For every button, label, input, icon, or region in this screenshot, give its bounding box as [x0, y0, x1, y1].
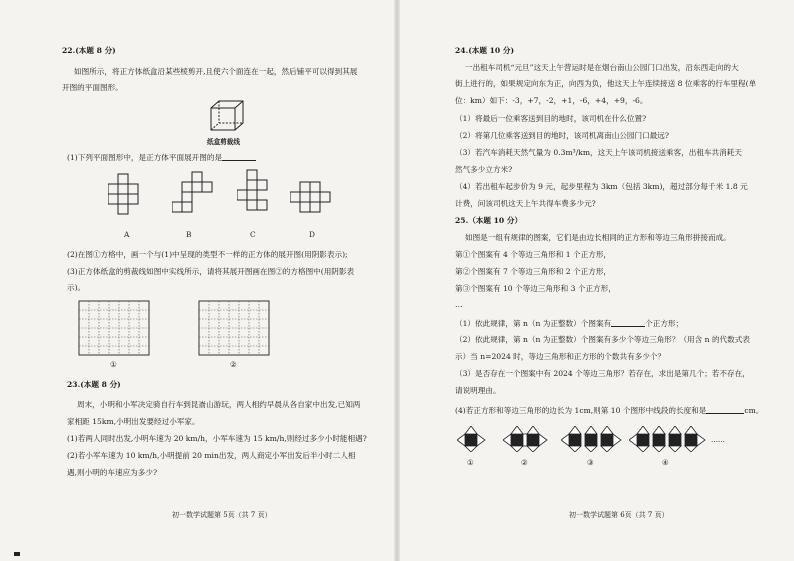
- q22-part3-line1: (3)正方体纸盒的剪裁线如图中实线所示，请将其展开图画在图②的方格图中(用阴影表: [67, 267, 355, 276]
- answer-blank[interactable]: [611, 318, 645, 327]
- answer-blank[interactable]: [222, 152, 256, 161]
- q24-q3-line1: （3）若汽车消耗天然气量为 0.3m³/km，这天上午该司机接送乘客，出租车共消耗天: [455, 148, 742, 157]
- q25-s3-line1: （3）是否存在一个图案中有 2024 个等边三角形？若存在，求出是第几个；若不存在，: [455, 369, 750, 378]
- net-d: [290, 180, 334, 216]
- pattern-3-label: ③: [587, 458, 594, 467]
- net-c: [237, 168, 279, 218]
- pattern-1-label: ①: [467, 458, 474, 467]
- grid-1[interactable]: [78, 300, 150, 356]
- q22-intro-line2: 开图的平面图形。: [62, 83, 123, 92]
- grid-2-label: ②: [230, 360, 237, 369]
- q25-s2-line1: （2）依此规律，第 n（n 为正整数）个图案有多少个等边三角形？（用含 n 的代数式表: [455, 335, 750, 344]
- pattern-2-label: ②: [521, 458, 528, 467]
- q25-pattern1: 第①个图案有 4 个等边三角形和 1 个正方形，: [455, 250, 612, 259]
- right-page-footer: 初一数学试题第 6页（共 7 页）: [569, 511, 669, 519]
- grid-1-label: ①: [110, 360, 117, 369]
- pattern-4: [629, 426, 709, 452]
- left-page-footer: 初一数学试题第 5页（共 7 页）: [172, 511, 272, 519]
- q22-part1-text: (1)下列平面图形中，是正方体平面展开图的是: [67, 153, 223, 162]
- q24-line2: 街上进行的，如果规定向东为正，向西为负，他这天上午连续接送 8 位乘客的行车里程(单: [455, 79, 757, 88]
- q25-s4-end: cm。: [744, 406, 764, 415]
- q23-line5: 遇,则小明的车速应为多少?: [67, 468, 158, 477]
- cube-caption: 纸盒剪裁线: [207, 138, 240, 146]
- q23-line4: (2)若小军车速为 10 km/h,小明提前 20 min出发，两人商定小军出发后半小时二人相: [67, 451, 356, 460]
- q25-s4-text: (4)若正方形和等边三角形的边长为 1cm,则第 10 个图形中线段的长度和是: [455, 406, 707, 415]
- grid-2[interactable]: [198, 300, 270, 356]
- q25-heading: 25.（本题 10 分）: [455, 216, 523, 225]
- q24-line3: 位：km）如下：-3，+7，-2，+1，-6，+4，+9，-6。: [455, 96, 648, 105]
- q25-s3-line2: 请说明理由。: [455, 386, 501, 395]
- pattern-2: [503, 426, 549, 452]
- q25-s1: [455, 318, 683, 328]
- answer-blank[interactable]: [706, 405, 744, 414]
- q25-dots: …: [455, 300, 463, 309]
- option-c-label: C: [250, 230, 256, 239]
- q24-heading: 24.(本题 10 分): [455, 46, 515, 55]
- pattern-1: [457, 426, 487, 452]
- cube-figure: [205, 98, 245, 136]
- q24-q4-line2: 计费，问该司机这天上午共得车费多少元?: [455, 199, 596, 208]
- q23-line3: (1)若两人同时出发,小明车速为 20 km/h，小军车速为 15 km/h,则经过多少小时能相遇?: [67, 434, 367, 443]
- q22-part3-line2: 示)。: [67, 283, 86, 292]
- scan-mark: [14, 552, 20, 556]
- pattern-4-label: ④: [662, 458, 669, 467]
- q22-intro-line1: 如图所示，将正方体纸盒沿某些棱剪开,且使六个面连在一起，然后铺平可以得到其展: [74, 67, 358, 76]
- q23-line1: 周末，小明和小军决定骑自行车到昆嵛山游玩，两人相约早晨从各自家中出发,已知两: [77, 400, 361, 409]
- pattern-ellipsis: ……: [711, 436, 725, 444]
- q25-s4: [455, 405, 763, 415]
- q23-line2: 家相距 15km,小明出发要经过小军家。: [67, 417, 200, 426]
- q24-q3-line2: 然气多少立方米?: [455, 165, 513, 174]
- q25-s1-text: （1）依此规律，第 n（n 为正整数）个图案有: [455, 319, 612, 328]
- q25-s1-end: 个正方形；: [645, 319, 684, 328]
- option-b-label: B: [186, 230, 192, 239]
- q22-part1: [67, 152, 256, 162]
- option-d-label: D: [309, 230, 315, 239]
- net-b: [172, 170, 214, 218]
- q25-intro: 如图是一组有规律的图案，它们是由边长相同的正方形和等边三角形拼接而成。: [465, 233, 731, 242]
- q24-line1: 一出租车司机“元旦”这天上午营运时是在烟台南山公园门口出发，沿东西走向的大: [465, 63, 739, 72]
- option-a-label: A: [124, 230, 130, 239]
- net-a: [108, 172, 148, 216]
- q24-q4-line1: （4）若出租车起步价为 9 元，起步里程为 3km（包括 3km)，超过部分每千米 1.8 元: [455, 182, 748, 191]
- q23-heading: 23.(本题 8 分): [67, 380, 121, 389]
- right-page: [397, 0, 794, 561]
- q24-q2: （2）将第几位乘客送到目的地时，该司机离南山公园门口最远?: [455, 131, 669, 140]
- q22-heading: 22.(本题 8 分): [62, 46, 116, 55]
- q25-s2-line2: 示）当 n=2024 时，等边三角形和正方形的个数共有多少个？: [455, 352, 666, 361]
- pattern-3: [561, 426, 623, 452]
- q24-q1: （1）将最后一位乘客送到目的地时，该司机在什么位置?: [455, 114, 647, 123]
- q25-pattern3: 第③个图案有 10 个等边三角形和 3 个正方形，: [455, 284, 616, 293]
- q25-pattern2: 第②个图案有 7 个等边三角形和 2 个正方形，: [455, 267, 612, 276]
- q22-part2: (2)在图①方格中，画一个与(1)中呈现的类型不一样的正方体的展开图(用阴影表示);: [67, 250, 348, 259]
